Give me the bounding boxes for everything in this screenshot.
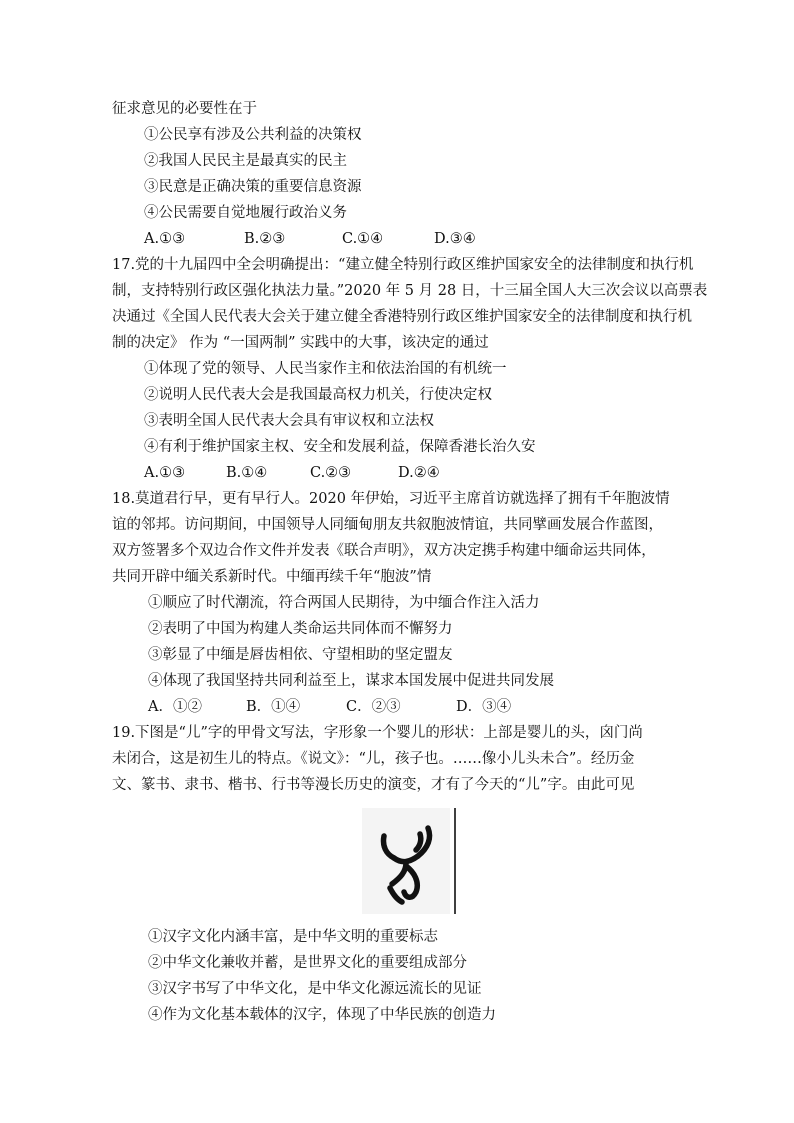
q16-item-2: ②我国人民民主是最真实的民主: [144, 153, 347, 169]
q17-item-3: ③表明全国人民代表大会具有审议权和立法权: [144, 413, 434, 429]
q17-option-d: D.②④: [398, 465, 440, 481]
q19-stem-line-2: 未闭合，这是初生儿的特点。《说文》：“儿，孩子也。……像小儿头未合”。经历金: [112, 751, 635, 767]
q16-option-c: C.①④: [342, 231, 384, 247]
q19-item-4: ④作为文化基本载体的汉字，体现了中华民族的创造力: [148, 1007, 496, 1023]
q16-item-1: ①公民享有涉及公共利益的决策权: [144, 127, 362, 143]
q18-stem-line-2: 谊的邻邦。访问期间，中国领导人同缅甸朋友共叙胞波情谊，共同擘画发展合作蓝图，: [112, 517, 663, 533]
q16-item-3: ③民意是正确决策的重要信息资源: [144, 179, 362, 195]
q17-option-a: A.①③: [144, 465, 186, 481]
q17-item-2: ②说明人民代表大会是我国最高权力机关，行使决定权: [144, 387, 492, 403]
oracle-bone-character-figure: [362, 808, 462, 914]
q18-option-a: A．①②: [148, 699, 202, 715]
q17-stem-line-3: 决通过《全国人民代表大会关于建立健全香港特别行政区维护国家安全的法律制度和执行机: [112, 309, 692, 325]
q18-item-3: ③彰显了中缅是唇齿相依、守望相助的坚定盟友: [148, 647, 453, 663]
q16-lead: 征求意见的必要性在于: [112, 101, 257, 117]
q18-option-c: C．②③: [346, 699, 401, 715]
q17-item-1: ①体现了党的领导、人民当家作主和依法治国的有机统一: [144, 361, 507, 377]
q18-stem-line-4: 共同开辟中缅关系新时代。中缅再续千年“胞波”情: [112, 569, 432, 585]
q17-stem-line-4: 制的决定》 作为 “一国两制” 实践中的大事，该决定的通过: [112, 335, 489, 351]
q17-item-4: ④有利于维护国家主权、安全和发展利益，保障香港长治久安: [144, 439, 536, 455]
q19-item-3: ③汉字书写了中华文化，是中华文化源远流长的见证: [148, 981, 482, 997]
q17-option-c: C.②③: [310, 465, 352, 481]
q17-option-b: B.①④: [226, 465, 268, 481]
q16-option-a: A.①③: [144, 231, 186, 247]
q18-item-2: ②表明了中国为构建人类命运共同体而不懈努力: [148, 621, 453, 637]
q18-item-1: ①顺应了时代潮流，符合两国人民期待，为中缅合作注入活力: [148, 595, 540, 611]
q18-item-4: ④体现了我国坚持共同利益至上，谋求本国发展中促进共同发展: [148, 673, 554, 689]
q19-item-1: ①汉字文化内涵丰富，是中华文明的重要标志: [148, 929, 438, 945]
q18-stem-line-3: 双方签署多个双边合作文件并发表《联合声明》，双方决定携手构建中缅命运共同体，: [112, 543, 656, 559]
q19-item-2: ②中华文化兼收并蓄，是世界文化的重要组成部分: [148, 955, 467, 971]
q17-stem-line-1: 17.党的十九届四中全会明确提出：“建立健全特别行政区维护国家安全的法律制度和执行机: [112, 257, 694, 273]
q16-option-d: D.③④: [434, 231, 476, 247]
q18-option-d: D．③④: [456, 699, 512, 715]
q19-stem-line-3: 文、篆书、隶书、楷书、行书等漫长历史的演变，才有了今天的“儿”字。由此可见: [112, 777, 635, 793]
q16-item-4: ④公民需要自觉地履行政治义务: [144, 205, 347, 221]
q19-stem-line-1: 19.下图是“儿”字的甲骨文写法，字形象一个婴儿的形状：上部是婴儿的头，囟门尚: [112, 725, 643, 741]
q16-option-b: B.②③: [244, 231, 286, 247]
q18-option-b: B．①④: [246, 699, 301, 715]
q17-stem-line-2: 制，支持特别行政区强化执法力量。”2020 年 5 月 28 日，十三届全国人大三次会议以高票表: [112, 283, 708, 299]
q18-stem-line-1: 18.莫道君行早，更有早行人。2020 年伊始，习近平主席首访就选择了拥有千年胞波情: [112, 491, 670, 507]
